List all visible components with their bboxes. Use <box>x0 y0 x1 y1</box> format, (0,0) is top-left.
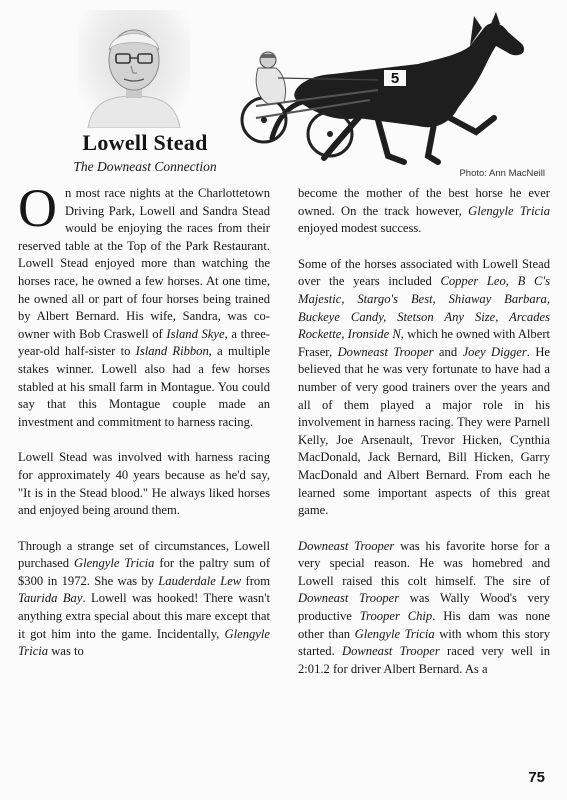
article-title: Lowell Stead <box>82 130 208 155</box>
horse-name: Island Skye <box>166 326 225 341</box>
horse-name: Downeast Trooper <box>298 591 400 606</box>
horse-name: Taurida Bay <box>18 591 83 606</box>
text-run: . He believed that he was very fortunate to have had a number of very good trainers over the years and all of them played a major role in his involvement in harness racing. They were Parnell Kelly, Joe Arsenault, Trevor Hicken, Cynthia MacDonald, Jack Bernard, Bill Hicken, Garry MacDonald and Albert Bernard. From each he learned some important aspects of this great game. <box>298 344 551 518</box>
text-run: , which he owned with Albert Fraser, <box>298 327 551 359</box>
paragraph <box>298 256 550 520</box>
text-run: with whom this story started. <box>298 626 550 659</box>
text-run: . His dam was none other than <box>298 609 550 641</box>
title-block <box>55 130 235 175</box>
portrait-illustration <box>78 10 190 128</box>
horse-name: Glengyle Tricia <box>18 626 270 659</box>
horse-name: Joey Digger <box>462 344 527 359</box>
text-run: , a three-year-old half-sister to <box>18 326 270 359</box>
text-run: Through a strange set of circumstances, Lowell purchased <box>18 538 270 571</box>
text-run: was to <box>48 644 84 659</box>
page-number: 75 <box>528 769 545 786</box>
horse-name: Downeast Trooper <box>342 644 440 659</box>
horse-name: Island Ribbon <box>135 344 209 359</box>
article-column-left <box>18 178 271 679</box>
horse-name: Downeast Trooper <box>337 344 434 359</box>
horse-name: Lauderdale Lew <box>158 573 242 588</box>
text-run: enjoyed modest success. <box>298 221 422 236</box>
horse-name: Glengyle Tricia <box>73 556 155 571</box>
article-subtitle: The Downeast Connection <box>73 159 217 174</box>
text-run: from <box>241 573 270 588</box>
paragraph <box>18 449 270 519</box>
text-run: . Lowell was hooked! There wasn't anything extra special about this mare except that it got him into the game. Incidentally, <box>18 591 270 641</box>
text-run: , a multiple stakes winner. Lowell also had a few horses stabled at his small farm in Montague. You could say that this Montague couple made an investment and commitment to harness racing. <box>18 344 270 429</box>
paragraph <box>18 178 270 431</box>
saddle-cloth-number: 5 <box>390 70 400 87</box>
text-run: for the paltry sum of $300 in 1972. She was by <box>18 556 271 588</box>
horse-name: Glengyle Tricia <box>468 203 551 218</box>
text-run: become the mother of the best horse he ever owned. On the track however, <box>298 186 550 218</box>
photo-credit: Photo: Ann MacNeill <box>459 168 545 179</box>
text-run: Some of the horses associated with Lowell Stead over the years included <box>298 256 550 289</box>
article-header <box>0 0 567 185</box>
paragraph <box>298 185 550 238</box>
paragraph <box>298 538 550 679</box>
drop-cap: O <box>18 178 57 238</box>
text-run: was Wally Wood's very productive <box>298 591 550 624</box>
text-run: raced very well in 2:01.2 for driver Albert Bernard. As a <box>298 644 550 676</box>
paragraph <box>18 538 270 661</box>
harness-horse-photo <box>238 6 548 178</box>
text-run: Lowell Stead was involved with harness racing for approximately 40 years because as he'd say, "It is in the Stead blood." He always liked horses and enjoyed being around them. <box>18 450 270 518</box>
horse-name: Copper Leo, B C's Majestic, Stargo's Best, Shiaway Barbara, Buckeye Candy, Stetson Any Size, Arcades Rockette, Ironside N <box>298 274 550 342</box>
horse-name: Downeast Trooper <box>298 538 395 553</box>
horse-name: Glengyle Tricia <box>354 626 435 641</box>
horse-name: Trooper Chip <box>359 609 433 624</box>
article-column-right <box>298 185 550 696</box>
text-run: was his favorite horse for a very special reason. He was homebred and Lowell raised this colt himself. The sire of <box>298 538 550 588</box>
text-run: and <box>433 344 463 359</box>
sulky-horse-illustration <box>238 6 548 178</box>
portrait-photo <box>78 10 190 128</box>
text-run: n most race nights at the Charlottetown Driving Park, Lowell and Sandra Stead would be enjoying the races from their reserved table at the Top of the Park Restaurant. Lowell Stead enjoyed more than watching the horses race, he owned a few horses. At one time, he owned all or part of four horses being trained by Albert Bernard. His wife, Sandra, was co-owner with Bob Craswell of <box>18 186 270 341</box>
